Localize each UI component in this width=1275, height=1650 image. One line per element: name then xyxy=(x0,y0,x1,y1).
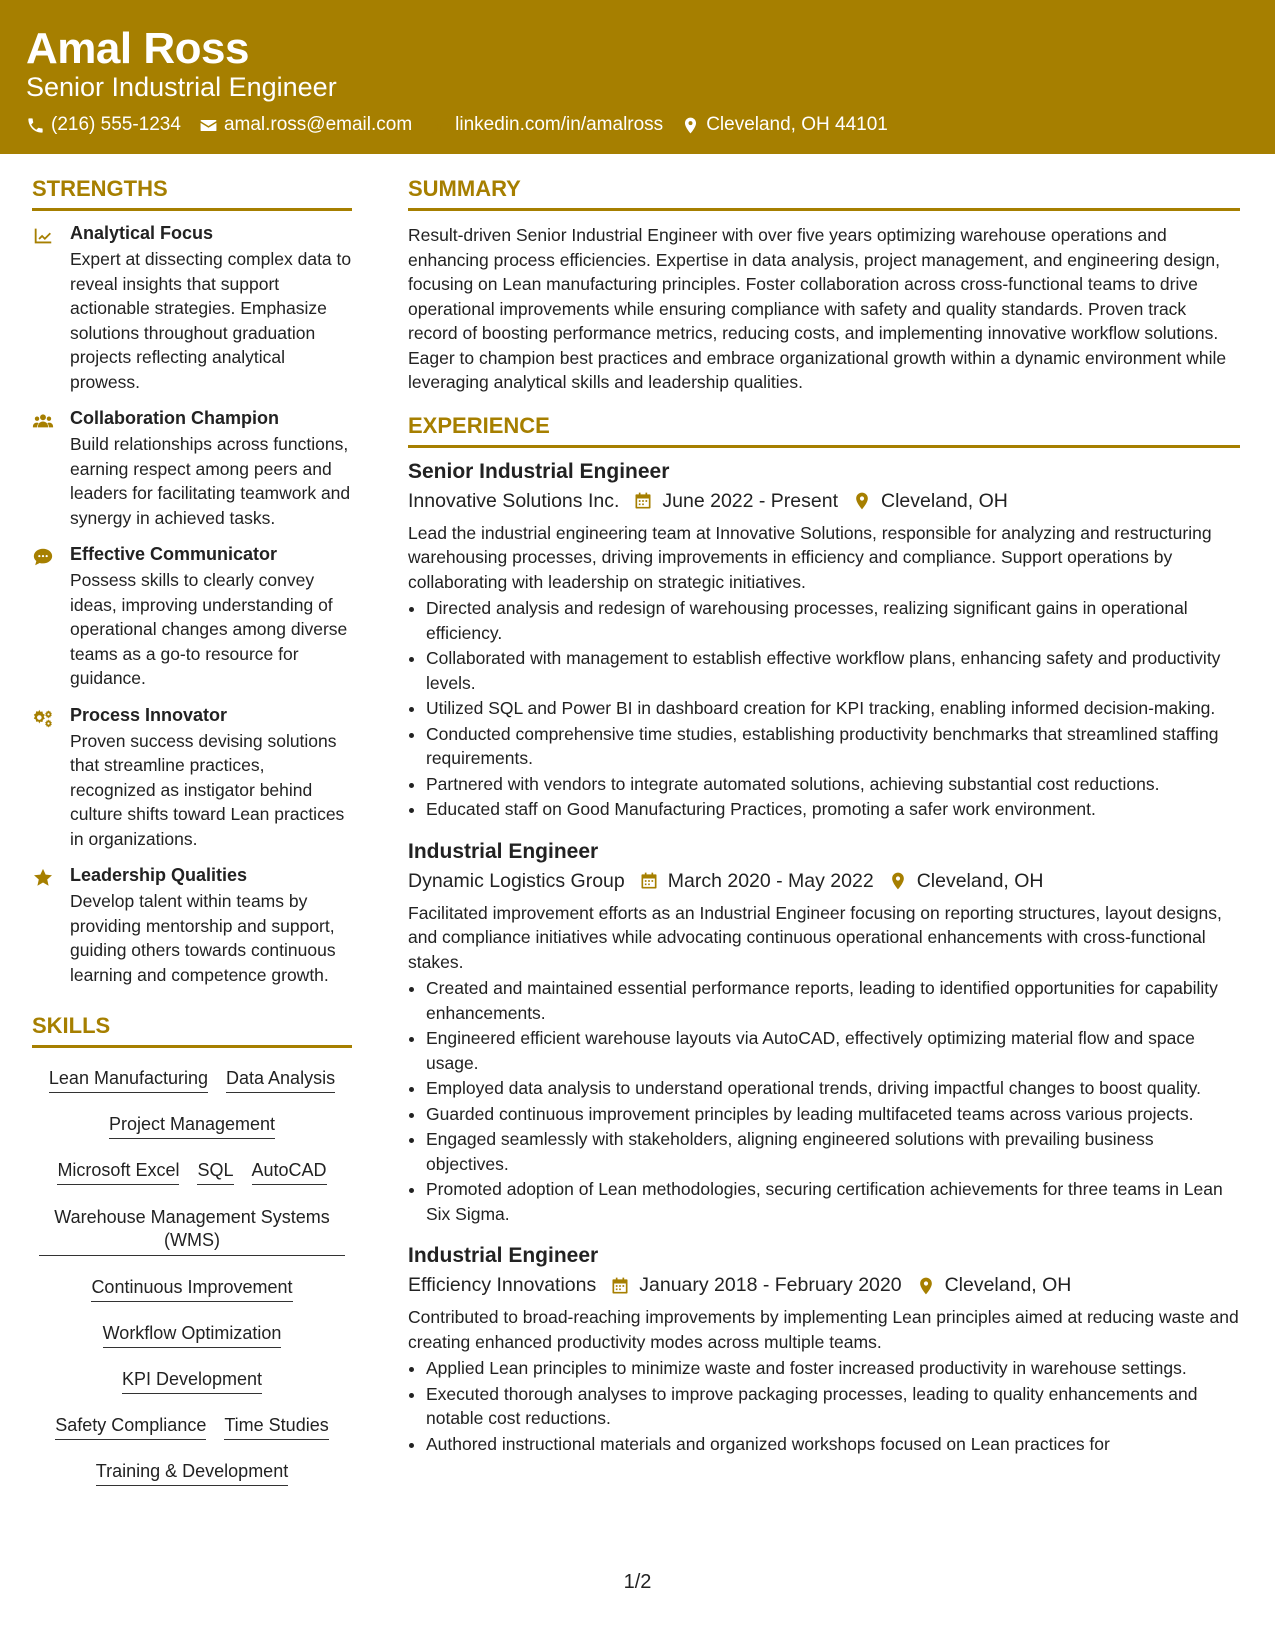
strength-title: Analytical Focus xyxy=(70,223,214,243)
job-title: Industrial Engineer xyxy=(408,839,599,863)
job-entry xyxy=(408,460,1240,822)
linkedin-text: linkedin.com/in/amalross xyxy=(455,114,664,135)
strength-item xyxy=(32,544,352,691)
job-bullet: • Applied Lean principles to minimize waste and foster increased productivity in warehouse settings. xyxy=(426,1356,1240,1381)
job-bullets xyxy=(408,1356,1240,1456)
calendar-icon xyxy=(633,491,653,511)
users-icon xyxy=(32,410,54,432)
skill-tag: KPI Development xyxy=(122,1361,262,1394)
summary-text: Result-driven Senior Industrial Engineer with over five years optimizing warehouse operations and enhancing process efficiencies. Expertise in data analysis, project management, and engineering design, focusing on Lean manufacturing principles. Foster collaboration across cross-functional teams to drive operational improvements while ensuring compliance with safety and quality standards. Proven track record of boosting performance metrics, reducing costs, and implementing innovative workflow solutions. Eager to champion best practices and embrace organizational growth within a dynamic environment while leveraging analytical skills and leadership qualities. xyxy=(408,225,1227,392)
strength-item xyxy=(32,865,352,987)
skill-tag: Data Analysis xyxy=(226,1060,335,1093)
resume-header xyxy=(0,0,1275,154)
strength-title: Leadership Qualities xyxy=(70,865,248,885)
job-location: Cleveland, OH xyxy=(916,869,1044,892)
contact-email[interactable] xyxy=(199,114,412,136)
job-bullet: • Educated staff on Good Manufacturing Practices, promoting a safer work environment. xyxy=(426,797,1240,822)
experience-heading: EXPERIENCE xyxy=(408,413,1240,448)
job-entry xyxy=(408,840,1240,1227)
job-bullet: • Conducted comprehensive time studies, establishing productivity benchmarks that streamlined staffing requirements. xyxy=(426,722,1240,771)
candidate-name: Amal Ross xyxy=(26,24,249,73)
skill-tag: SQL xyxy=(197,1152,233,1185)
right-column xyxy=(408,176,1240,1474)
job-bullet: • Engineered efficient warehouse layouts via AutoCAD, effectively optimizing material flow and space usage. xyxy=(426,1026,1240,1075)
skill-tag: Safety Compliance xyxy=(55,1407,206,1440)
job-meta xyxy=(408,1274,1240,1297)
skill-tag: Warehouse Management Systems (WMS) xyxy=(39,1198,345,1256)
strength-desc: Build relationships across functions, earning respect among peers and leaders for facilitating teamwork and synergy in achieved tasks. xyxy=(70,434,351,528)
skill-tag: Time Studies xyxy=(224,1407,328,1440)
job-bullets xyxy=(408,976,1240,1226)
skill-tag: Training & Development xyxy=(96,1453,288,1486)
strength-desc: Possess skills to clearly convey ideas, improving understanding of operational changes among diverse teams as a go-to resource for guidance. xyxy=(70,570,348,688)
job-entry xyxy=(408,1244,1240,1456)
phone-icon xyxy=(26,116,45,135)
summary-heading: SUMMARY xyxy=(408,176,1240,211)
job-bullet: • Executed thorough analyses to improve packaging processes, leading to quality enhancements and notable cost reductions. xyxy=(426,1382,1240,1431)
job-bullets xyxy=(408,596,1240,822)
candidate-title: Senior Industrial Engineer xyxy=(26,72,337,102)
job-title: Industrial Engineer xyxy=(408,1244,599,1267)
contact-bar xyxy=(26,114,888,136)
calendar-icon xyxy=(639,871,659,891)
job-bullet: • Employed data analysis to understand operational trends, driving impactful changes to boost quality. xyxy=(426,1076,1240,1101)
strength-desc: Expert at dissecting complex data to reveal insights that support actionable strategies. Emphasize solutions throughout graduation projects reflecting analytical prowess. xyxy=(70,249,352,392)
job-dates: January 2018 - February 2020 xyxy=(639,1274,902,1296)
page-number: 1/2 xyxy=(623,1571,652,1593)
strength-item xyxy=(32,705,352,852)
strength-desc: Proven success devising solutions that streamline practices, recognized as instigator behind culture shifts toward Lean practices in organizations. xyxy=(70,730,345,849)
phone-text: (216) 555-1234 xyxy=(51,114,181,135)
job-description: Lead the industrial engineering team at Innovative Solutions, responsible for analyzing and restructuring warehousing processes, driving improvements in efficiency and compliance. Support operations by collaborating with leadership on strategic initiatives. xyxy=(408,522,1212,592)
job-bullet: • Collaborated with management to establish effective workflow plans, enhancing safety and productivity levels. xyxy=(426,646,1240,695)
strength-desc: Develop talent within teams by providing mentorship and support, guiding others towards continuous learning and competence growth. xyxy=(70,891,336,985)
job-company: Innovative Solutions Inc. xyxy=(408,489,620,512)
contact-linkedin[interactable] xyxy=(430,114,663,136)
calendar-icon xyxy=(610,1276,630,1296)
skill-tag: Microsoft Excel xyxy=(57,1152,179,1185)
gears-icon xyxy=(32,707,54,729)
map-pin-icon xyxy=(681,116,700,135)
job-bullet: • Guarded continuous improvement principles by leading multifaceted teams across various projects. xyxy=(426,1102,1240,1127)
job-location: Cleveland, OH xyxy=(944,1274,1072,1296)
job-company: Efficiency Innovations xyxy=(408,1274,597,1296)
star-icon xyxy=(32,867,54,889)
strength-item xyxy=(32,223,352,394)
job-bullet: • Partnered with vendors to integrate automated solutions, achieving substantial cost reductions. xyxy=(426,772,1240,797)
strength-title: Effective Communicator xyxy=(70,544,278,564)
job-description: Contributed to broad-reaching improvements by implementing Lean principles aimed at reducing waste and creating enhanced productivity modes across multiple teams. xyxy=(408,1307,1239,1352)
skills-heading: SKILLS xyxy=(32,1013,352,1048)
skill-tag: AutoCAD xyxy=(252,1152,327,1185)
skill-tag: Lean Manufacturing xyxy=(49,1060,208,1093)
job-bullet: • Created and maintained essential performance reports, leading to identified opportunities for capability enhancements. xyxy=(426,976,1240,1025)
job-bullet: • Promoted adoption of Lean methodologies, securing certification achievements for three teams in Lean Six Sigma. xyxy=(426,1177,1240,1226)
strength-title: Process Innovator xyxy=(70,704,228,725)
strength-item xyxy=(32,408,352,530)
job-dates: March 2020 - May 2022 xyxy=(667,869,874,892)
skill-tag: Project Management xyxy=(109,1106,275,1139)
job-title: Senior Industrial Engineer xyxy=(408,459,670,483)
job-bullet: • Engaged seamlessly with stakeholders, aligning engineered solutions with prevailing business objectives. xyxy=(426,1127,1240,1176)
job-meta xyxy=(408,870,1240,893)
strength-title: Collaboration Champion xyxy=(70,408,279,428)
skill-tag: Continuous Improvement xyxy=(91,1269,292,1302)
chart-line-icon xyxy=(32,225,54,247)
contact-phone[interactable] xyxy=(26,114,181,136)
map-pin-icon xyxy=(888,871,908,891)
job-bullet: • Utilized SQL and Power BI in dashboard creation for KPI tracking, enabling informed decision-making. xyxy=(426,696,1240,721)
skill-tag: Workflow Optimization xyxy=(103,1315,282,1348)
job-location: Cleveland, OH xyxy=(881,489,1008,512)
contact-location xyxy=(681,114,888,136)
job-bullet: • Authored instructional materials and organized workshops focused on Lean practices for xyxy=(426,1432,1240,1457)
job-dates: June 2022 - Present xyxy=(662,489,839,512)
left-column xyxy=(32,176,352,1499)
map-pin-icon xyxy=(916,1276,936,1296)
linkedin-icon xyxy=(430,116,449,135)
location-text: Cleveland, OH 44101 xyxy=(706,114,888,135)
email-text: amal.ross@email.com xyxy=(223,114,413,135)
job-bullet: • Directed analysis and redesign of warehousing processes, realizing significant gains in operational efficiency. xyxy=(426,596,1240,645)
job-meta xyxy=(408,490,1240,513)
comment-icon xyxy=(32,546,54,568)
map-pin-icon xyxy=(852,491,872,511)
strengths-heading: STRENGTHS xyxy=(32,176,352,211)
job-company: Dynamic Logistics Group xyxy=(408,869,625,892)
skills-list xyxy=(32,1060,352,1499)
envelope-icon xyxy=(199,116,218,135)
job-description: Facilitated improvement efforts as an Industrial Engineer focusing on reporting structures, layout designs, and compliance initiatives while advocating continuous operational enhancements with cross-functional stakes. xyxy=(408,902,1222,972)
